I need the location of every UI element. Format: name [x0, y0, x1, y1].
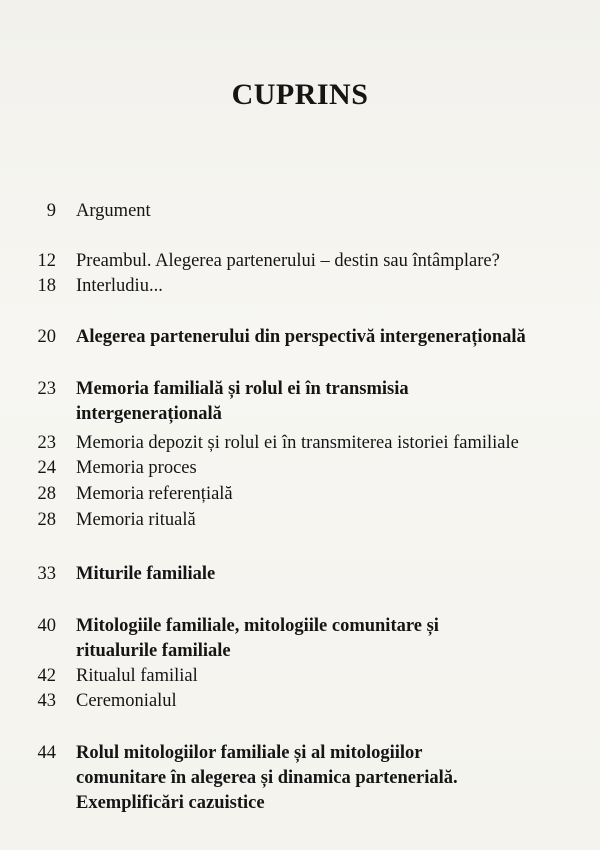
toc-page-number: 44	[37, 743, 56, 763]
toc-page-number: 23	[37, 379, 56, 399]
toc-entry-title: Memoria proces	[76, 458, 197, 478]
toc-page-number: 23	[37, 433, 56, 453]
toc-page-number: 42	[37, 666, 56, 686]
toc-entry-title: Rolul mitologiilor familiale și al mitologiilor	[76, 743, 423, 763]
toc-entry-title-line2: intergenerațională	[76, 404, 222, 424]
toc-entry-title-line3: Exemplificări cazuistice	[76, 793, 265, 813]
toc-entry-title: Memoria depozit și rolul ei în transmiterea istoriei familiale	[76, 433, 519, 453]
toc-entry-title-line2: ritualurile familiale	[76, 641, 231, 661]
toc-page-number: 28	[37, 484, 56, 504]
toc-entry-title: Preambul. Alegerea partenerului – destin sau întâmplare?	[76, 251, 500, 271]
toc-page-number: 20	[37, 327, 56, 347]
toc-page-number: 18	[37, 276, 56, 296]
page-title: CUPRINS	[231, 78, 369, 111]
toc-entry-title: Memoria rituală	[76, 510, 196, 530]
toc-entry-title: Interludiu...	[76, 276, 163, 296]
toc-entry-title: Mitologiile familiale, mitologiile comunitare și	[76, 616, 439, 636]
toc-entry-title-line2: comunitare în alegerea și dinamica partenerială.	[76, 768, 458, 788]
toc-entry-title: Argument	[76, 201, 151, 221]
toc-entry-title: Miturile familiale	[76, 564, 216, 584]
toc-page-number: 28	[37, 510, 56, 530]
toc-page-number: 43	[37, 691, 56, 711]
toc-entry-title: Memoria referențială	[76, 484, 233, 504]
toc-entry-title: Ceremonialul	[76, 691, 177, 711]
toc-page-number: 12	[37, 251, 56, 271]
toc-entry-title: Memoria familială și rolul ei în transmisia	[76, 379, 409, 399]
toc-page-number: 9	[46, 201, 56, 221]
toc-page-number: 24	[37, 458, 56, 478]
toc-entry-title: Ritualul familial	[76, 666, 198, 686]
toc-entry-title: Alegerea partenerului din perspectivă intergenerațională	[76, 327, 526, 347]
toc-page-number: 33	[37, 564, 56, 584]
toc-page-number: 40	[37, 616, 56, 636]
